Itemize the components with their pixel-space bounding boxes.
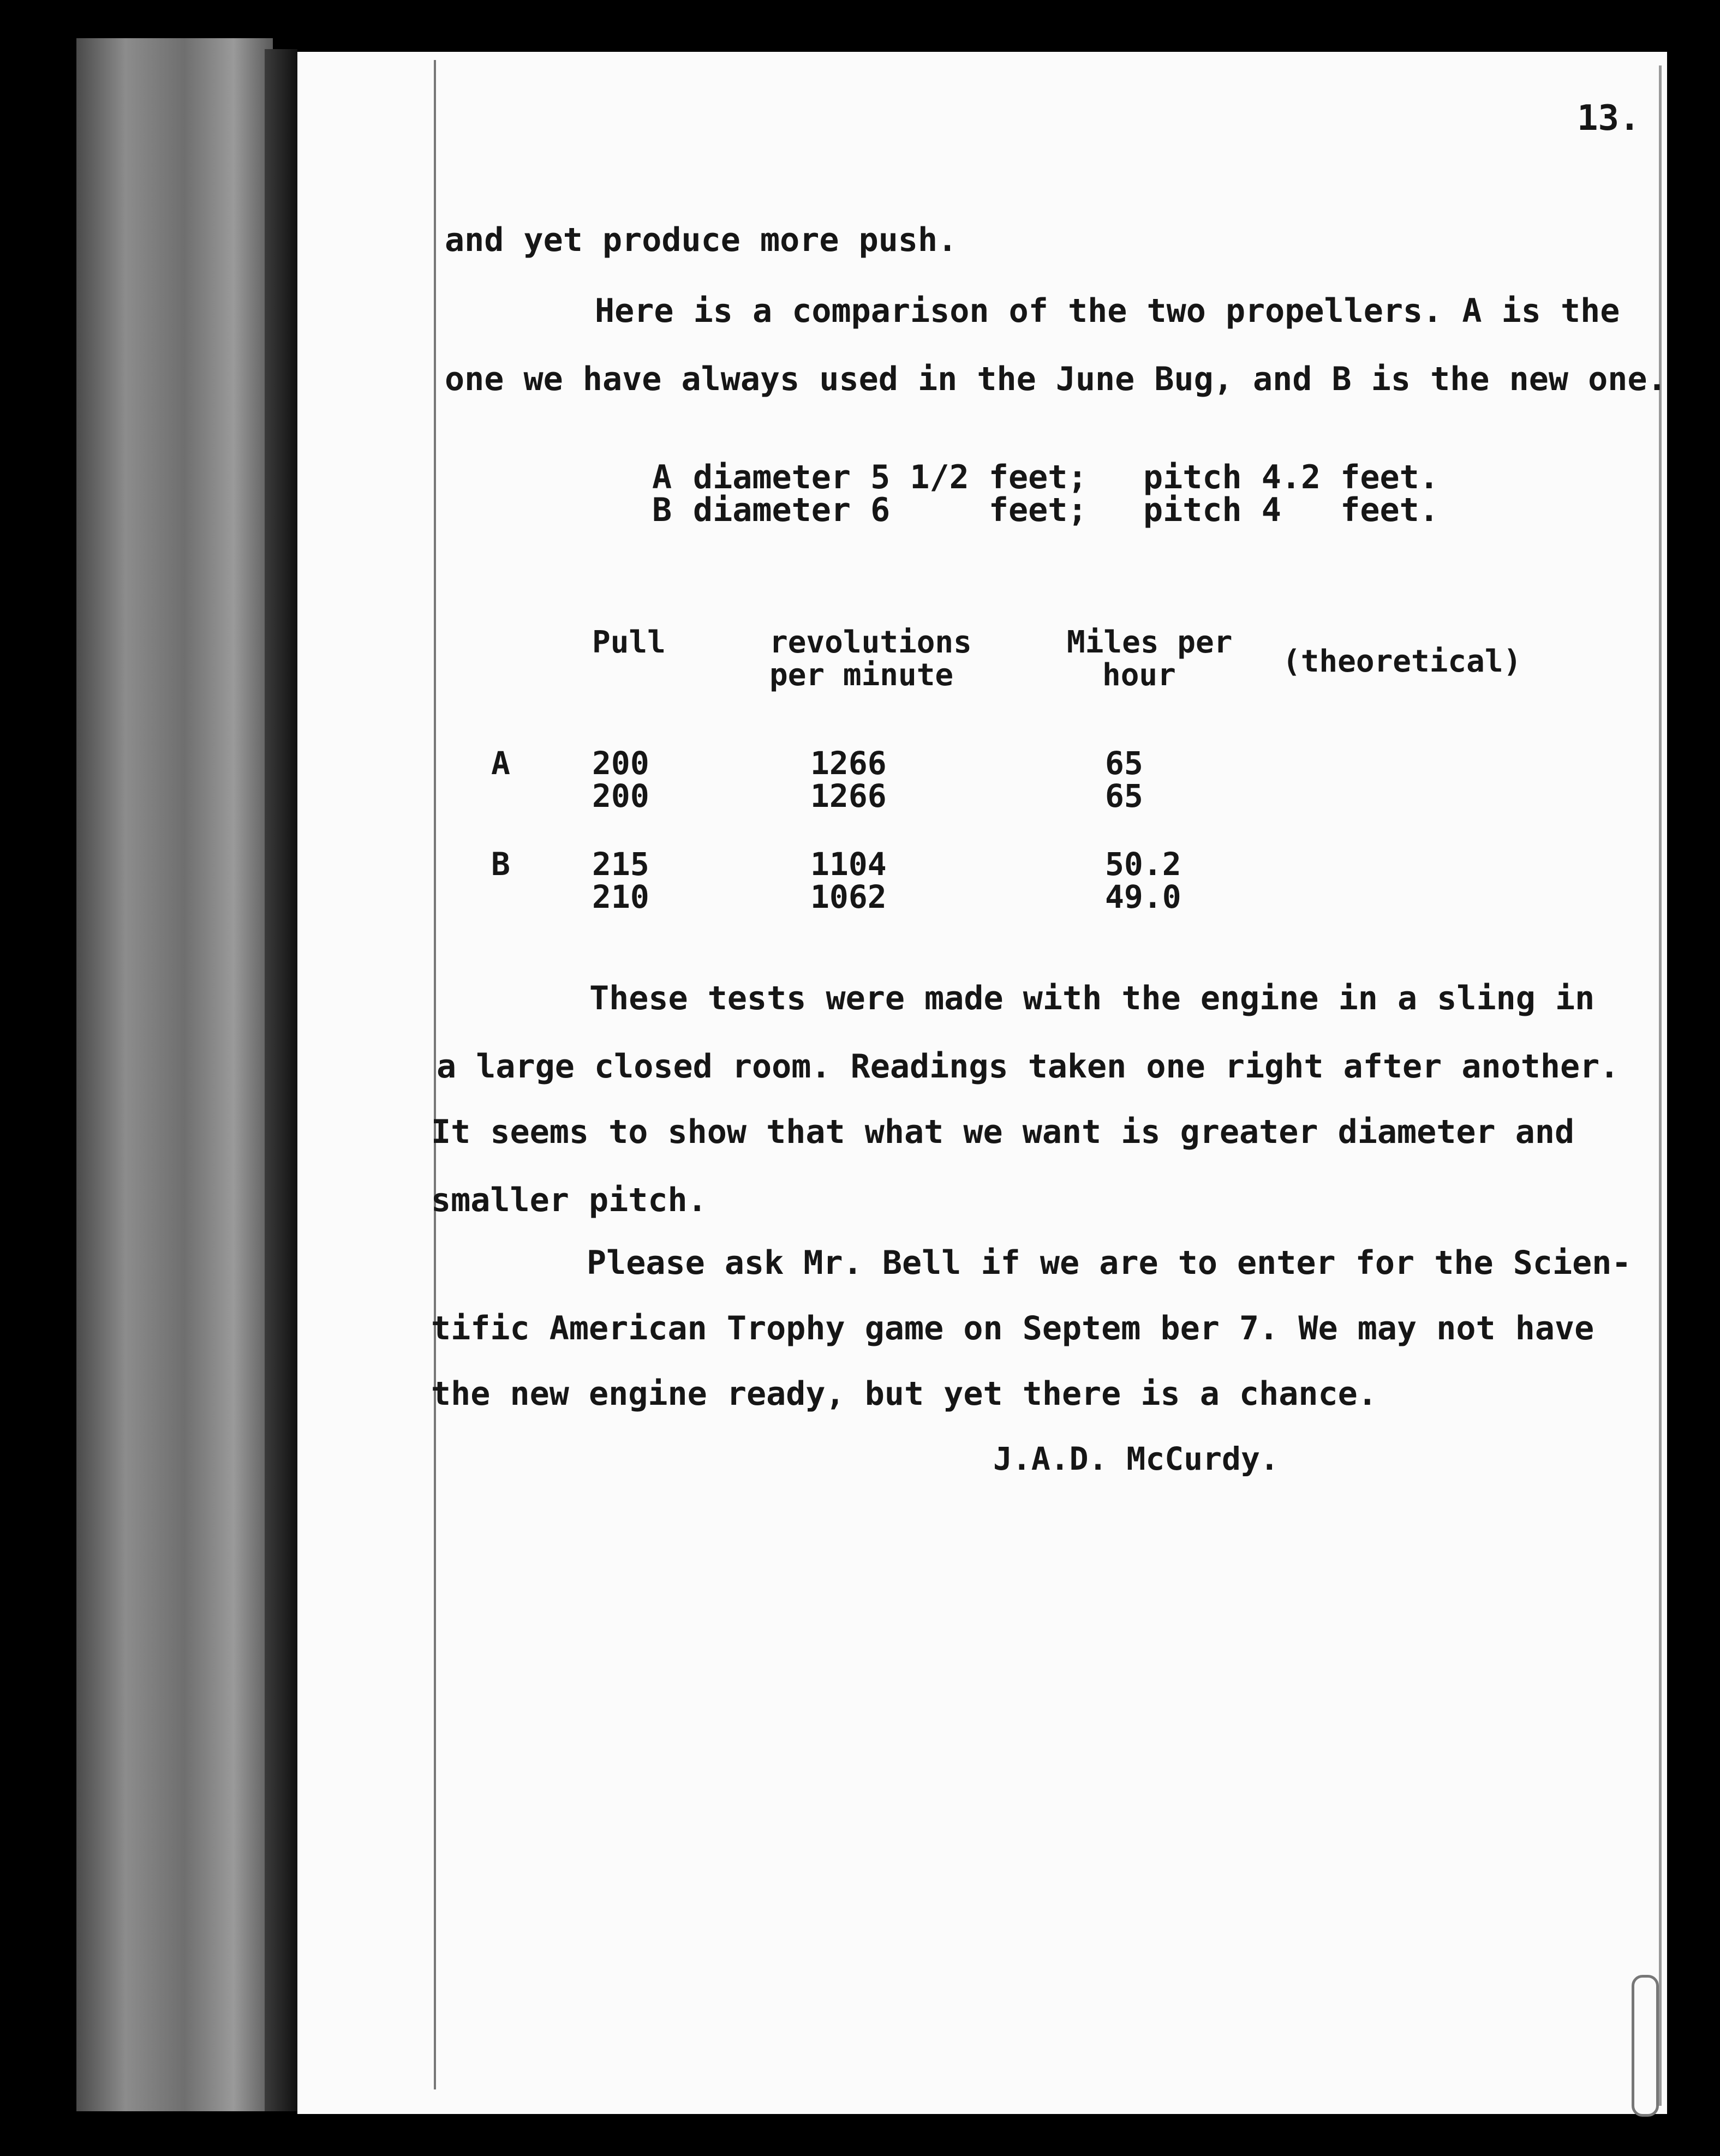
cell-pull: 200 — [592, 777, 649, 815]
row-label: B — [491, 846, 510, 883]
spec-pitch-a: pitch 4.2 feet. — [1143, 458, 1439, 496]
binding-strip — [76, 38, 273, 2111]
cell-rpm: 1062 — [810, 878, 887, 915]
cell-pull: 200 — [592, 745, 649, 782]
header-rpm-line1: revolutions — [769, 625, 972, 660]
signature: J.A.D. McCurdy. — [993, 1440, 1279, 1477]
spec-label-a: A — [652, 458, 672, 496]
margin-rule — [434, 60, 436, 2089]
paper-clip-icon — [1632, 1975, 1659, 2117]
text-line: and yet produce more push. — [445, 221, 958, 259]
header-mph-line1: Miles per — [1067, 625, 1233, 660]
cell-pull: 215 — [592, 846, 649, 883]
cell-rpm: 1266 — [810, 777, 887, 815]
header-rpm-line2: per minute — [769, 657, 954, 693]
page-number: 13. — [1577, 98, 1640, 139]
text-line: the new engine ready, but yet there is a chance. — [431, 1375, 1377, 1413]
text-line: It seems to show that what we want is greater diameter and — [431, 1113, 1575, 1151]
spec-diameter-b: diameter 6 feet; — [693, 491, 1088, 529]
text-line: Here is a comparison of the two propellers. A is the — [595, 292, 1620, 330]
spec-label-b: B — [652, 491, 672, 529]
text-line: These tests were made with the engine in a sling in — [589, 979, 1595, 1017]
cell-mph: 65 — [1105, 745, 1143, 782]
cell-pull: 210 — [592, 878, 649, 915]
cell-mph: 50.2 — [1105, 846, 1181, 883]
header-mph-line2: hour — [1102, 657, 1176, 693]
cell-mph: 49.0 — [1105, 878, 1181, 915]
cell-rpm: 1104 — [810, 846, 887, 883]
row-label: A — [491, 745, 510, 782]
header-pull: Pull — [592, 625, 666, 660]
binding-edge — [265, 49, 297, 2111]
cell-mph: 65 — [1105, 777, 1143, 815]
text-line: smaller pitch. — [431, 1181, 707, 1219]
header-note: (theoretical) — [1282, 644, 1522, 679]
spec-pitch-b: pitch 4 feet. — [1143, 491, 1439, 529]
spec-diameter-a: diameter 5 1/2 feet; — [693, 458, 1088, 496]
text-line: tific American Trophy game on Septem ber 7. We may not have — [431, 1309, 1594, 1348]
cell-rpm: 1266 — [810, 745, 887, 782]
text-line: a large closed room. Readings taken one right after another. — [437, 1047, 1620, 1086]
text-line: one we have always used in the June Bug, and B is the new one. — [445, 360, 1667, 398]
text-line: Please ask Mr. Bell if we are to enter for the Scien- — [587, 1244, 1632, 1282]
